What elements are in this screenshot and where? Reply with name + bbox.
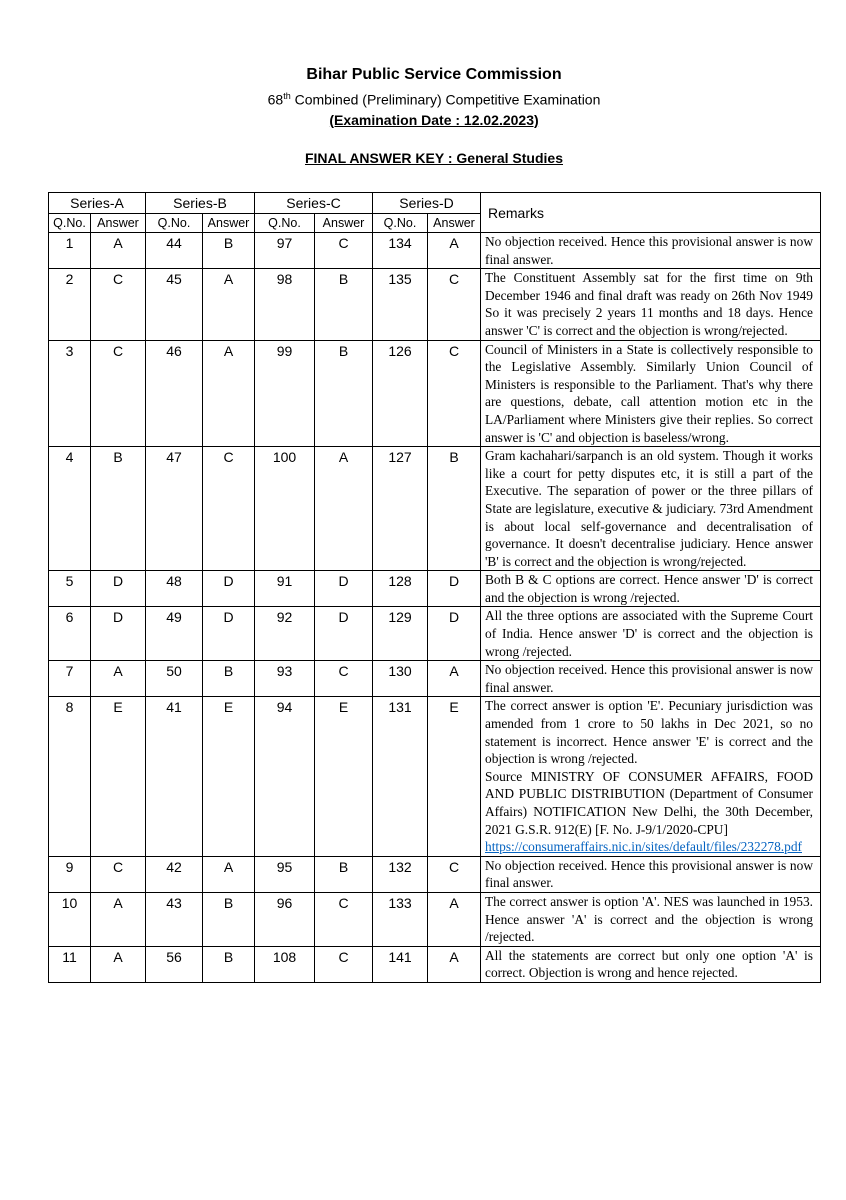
series-a-answer: D [91, 571, 146, 607]
series-c-answer: C [315, 233, 373, 269]
series-b-answer: A [203, 340, 255, 447]
series-c-answer: B [315, 856, 373, 892]
series-d-answer: C [428, 340, 481, 447]
series-b-answer: B [203, 233, 255, 269]
table-row [49, 697, 821, 856]
remarks-header: Remarks [481, 193, 821, 233]
series-d-qno: 130 [373, 661, 428, 697]
series-a-answer: B [91, 447, 146, 571]
series-b-answer: B [203, 892, 255, 946]
remarks-cell: Council of Ministers in a State is collectively responsible to the Legislative Assembly. Similarly Union Council of Ministers is responsible to the Parliament. That's why there are questions, debate, call attention motion etc in the LA/Parliament where Ministers give their replies. So correct answer is 'C' and objection is baseless/wrong. [481, 340, 821, 447]
series-c-answer: B [315, 340, 373, 447]
series-c-qno: 94 [255, 697, 315, 856]
series-a-qno: 2 [49, 269, 91, 340]
series-d-qno: 133 [373, 892, 428, 946]
exam-name: Combined (Preliminary) Competitive Examination [290, 91, 601, 108]
table-row [49, 233, 821, 269]
table-row [49, 571, 821, 607]
series-c-answer: C [315, 892, 373, 946]
series-a-answer: A [91, 233, 146, 269]
remarks-cell [481, 697, 821, 856]
series-header-row [49, 193, 821, 214]
series-b-qno: 49 [146, 607, 203, 661]
series-c-answer: D [315, 571, 373, 607]
exam-ordinal: th [283, 91, 291, 101]
series-a-answer: D [91, 607, 146, 661]
remarks-cell: Both B & C options are correct. Hence answer 'D' is correct and the objection is wrong /rejected. [481, 571, 821, 607]
series-b-qno: 46 [146, 340, 203, 447]
series-a-qno: 1 [49, 233, 91, 269]
series-c-qno: 99 [255, 340, 315, 447]
series-d-qno: 127 [373, 447, 428, 571]
series-b-qno: 44 [146, 233, 203, 269]
series-c-answer: A [315, 447, 373, 571]
series-b-header: Series-B [146, 193, 255, 214]
series-c-qno: 100 [255, 447, 315, 571]
series-d-qno: 131 [373, 697, 428, 856]
remarks-cell: Gram kachahari/sarpanch is an old system. Though it works like a court for petty disputes etc, it is still a part of the Executive. The separation of power or the three pillars of State are legislature, executive & judiciary. 73rd Amendment is about local self-governance and decentralisation of governance. It doesn't decentralise judiciary. Hence answer 'B' is correct and the objection is wrong/rejected. [481, 447, 821, 571]
qno-header: Q.No. [49, 214, 91, 233]
series-a-qno: 9 [49, 856, 91, 892]
series-a-answer: C [91, 856, 146, 892]
series-b-answer: A [203, 269, 255, 340]
series-a-answer: A [91, 661, 146, 697]
table-row [49, 447, 821, 571]
series-d-qno: 141 [373, 946, 428, 982]
series-d-answer: A [428, 233, 481, 269]
series-d-qno: 126 [373, 340, 428, 447]
answer-header: Answer [428, 214, 481, 233]
series-c-qno: 96 [255, 892, 315, 946]
series-b-qno: 56 [146, 946, 203, 982]
series-d-answer: A [428, 892, 481, 946]
exam-date: (Examination Date : 12.02.2023) [329, 111, 539, 128]
series-d-qno: 134 [373, 233, 428, 269]
series-d-qno: 132 [373, 856, 428, 892]
remarks-cell: No objection received. Hence this provisional answer is now final answer. [481, 661, 821, 697]
table-row [49, 340, 821, 447]
answer-header: Answer [203, 214, 255, 233]
series-a-answer: A [91, 946, 146, 982]
series-b-answer: E [203, 697, 255, 856]
series-d-header: Series-D [373, 193, 481, 214]
document-header [0, 64, 846, 168]
series-d-qno: 129 [373, 607, 428, 661]
series-b-qno: 43 [146, 892, 203, 946]
qno-header: Q.No. [373, 214, 428, 233]
series-c-answer: C [315, 661, 373, 697]
qno-header: Q.No. [255, 214, 315, 233]
series-a-qno: 7 [49, 661, 91, 697]
series-c-qno: 97 [255, 233, 315, 269]
series-b-answer: A [203, 856, 255, 892]
series-d-answer: B [428, 447, 481, 571]
answer-header: Answer [91, 214, 146, 233]
source-link[interactable]: https://consumeraffairs.nic.in/sites/default/files/232278.pdf [485, 839, 802, 855]
series-a-header: Series-A [49, 193, 146, 214]
series-b-qno: 50 [146, 661, 203, 697]
series-c-qno: 92 [255, 607, 315, 661]
series-b-qno: 42 [146, 856, 203, 892]
remarks-cell: All the statements are correct but only one option 'A' is correct. Objection is wrong and hence rejected. [481, 946, 821, 982]
series-a-qno: 10 [49, 892, 91, 946]
series-c-answer: B [315, 269, 373, 340]
answer-header: Answer [315, 214, 373, 233]
table-row [49, 661, 821, 697]
series-a-qno: 3 [49, 340, 91, 447]
series-b-qno: 45 [146, 269, 203, 340]
series-c-qno: 95 [255, 856, 315, 892]
series-d-answer: E [428, 697, 481, 856]
series-b-answer: B [203, 946, 255, 982]
series-b-answer: D [203, 607, 255, 661]
remarks-text: The correct answer is option 'E'. Pecuniary jurisdiction was amended from 1 crore to 50 lakhs in Dec 2021, so no statement is incorrect. Hence answer 'E' is correct and the objection is wrong /rejected. [485, 698, 813, 767]
series-d-answer: D [428, 571, 481, 607]
series-a-qno: 8 [49, 697, 91, 856]
series-d-answer: A [428, 661, 481, 697]
series-d-answer: A [428, 946, 481, 982]
series-d-answer: D [428, 607, 481, 661]
series-c-qno: 93 [255, 661, 315, 697]
series-c-answer: D [315, 607, 373, 661]
table-row [49, 269, 821, 340]
series-c-header: Series-C [255, 193, 373, 214]
series-c-answer: C [315, 946, 373, 982]
remarks-cell: No objection received. Hence this provisional answer is now final answer. [481, 233, 821, 269]
series-a-qno: 5 [49, 571, 91, 607]
qno-header: Q.No. [146, 214, 203, 233]
remarks-cell: The correct answer is option 'A'. NES was launched in 1953. Hence answer 'A' is correct and the objection is wrong /rejected. [481, 892, 821, 946]
series-b-qno: 48 [146, 571, 203, 607]
series-b-qno: 47 [146, 447, 203, 571]
series-c-qno: 98 [255, 269, 315, 340]
series-d-qno: 128 [373, 571, 428, 607]
answer-key-title: FINAL ANSWER KEY : General Studies [304, 149, 563, 166]
series-c-answer: E [315, 697, 373, 856]
table-row [49, 607, 821, 661]
series-b-answer: D [203, 571, 255, 607]
table-row [49, 856, 821, 892]
exam-number: 68 [267, 91, 284, 108]
series-a-qno: 11 [49, 946, 91, 982]
remarks-cell: All the three options are associated with the Supreme Court of India. Hence answer 'D' is correct and the objection is wrong /rejected. [481, 607, 821, 661]
series-b-answer: B [203, 661, 255, 697]
table-row [49, 892, 821, 946]
series-d-qno: 135 [373, 269, 428, 340]
series-a-answer: A [91, 892, 146, 946]
series-a-answer: C [91, 269, 146, 340]
series-c-qno: 91 [255, 571, 315, 607]
exam-title [0, 86, 846, 110]
series-c-qno: 108 [255, 946, 315, 982]
series-d-answer: C [428, 856, 481, 892]
remarks-cell: No objection received. Hence this provisional answer is now final answer. [481, 856, 821, 892]
series-b-answer: C [203, 447, 255, 571]
remarks-source: Source MINISTRY OF CONSUMER AFFAIRS, FOOD AND PUBLIC DISTRIBUTION (Department of Consumer Affairs) NOTIFICATION New Delhi, the 30th December, 2021 G.S.R. 912(E) [F. No. J-9/1/2020-CPU] [485, 768, 813, 837]
series-b-qno: 41 [146, 697, 203, 856]
series-a-qno: 6 [49, 607, 91, 661]
series-a-answer: C [91, 340, 146, 447]
series-a-qno: 4 [49, 447, 91, 571]
answer-key-table [48, 192, 821, 983]
remarks-cell: The Constituent Assembly sat for the first time on 9th December 1946 and final draft was ready on 26th Nov 1949 So it was precisely 2 years 11 months and 18 days. Hence answer 'C' is correct and the objection is wrong/rejected. [481, 269, 821, 340]
organization-title: Bihar Public Service Commission [306, 66, 562, 83]
series-d-answer: C [428, 269, 481, 340]
table-row [49, 946, 821, 982]
series-a-answer: E [91, 697, 146, 856]
